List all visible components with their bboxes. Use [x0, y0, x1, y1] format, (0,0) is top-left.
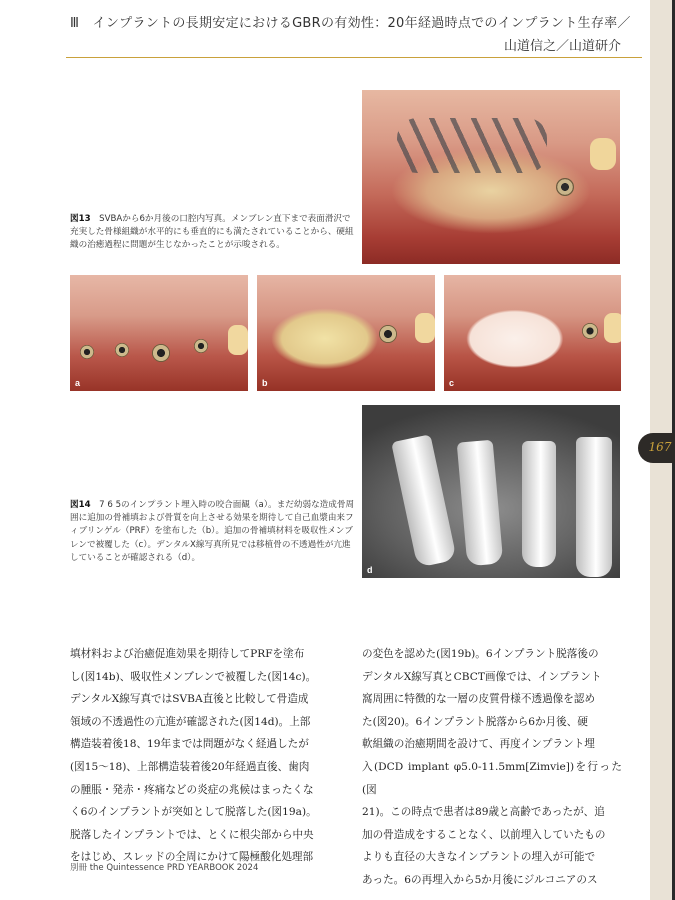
panel-label-c: c [449, 378, 455, 388]
body-line: 21)。この時点で患者は89歳と高齢であったが、追 [362, 806, 605, 819]
figure14-caption-text: 7 6 5のインプラント埋入時の咬合面観（a）。まだ幼弱な造成骨周囲に追加の骨補填および骨質を向上させる効果を期待して自己血漿由来フィブリンゲル（PRF）を塗布した（b）。追加の骨補填材料を吸収性メンブレンで被覆した（c）。デンタルX線写真所見では移植骨の不透過性が亢進していることが確認される（d）。 [70, 500, 355, 563]
body-line: 軟組織の治癒期間を設けて、再度インプラント埋 [362, 738, 595, 751]
body-line: をはじめ、スレッドの全周にかけて陽極酸化処理部 [70, 851, 314, 864]
figure14a-photo [70, 275, 248, 391]
figure14-label: 図14 [70, 500, 91, 510]
body-column-left [70, 643, 333, 869]
body-line: の変色を認めた(図19b)。6インプラント脱落後の [362, 648, 599, 660]
implant-radiograph [457, 440, 504, 567]
tooth [590, 138, 616, 170]
header-rule [66, 57, 642, 58]
body-line: し(図14b)、吸収性メンブレンで被覆した(図14c)。 [70, 670, 317, 683]
running-header-title: Ⅲ インプラントの長期安定におけるGBRの有効性：20年経過時点でのインプラント生存率／ [70, 16, 631, 31]
panel-label-b: b [262, 378, 268, 388]
implant-head [556, 178, 574, 196]
figure14b-photo [257, 275, 435, 391]
running-header-authors: 山道信之／山道研介 [503, 39, 621, 54]
implant-head [194, 339, 208, 353]
body-line: デンタルX線写真とCBCT画像では、インプラント [362, 670, 602, 683]
figure13-caption-text: SVBAから6か月後の口腔内写真。メンブレン直下まで表面滑沢で充実した骨様組織が水平的にも垂直的にも満たされていることから、硬組織の治癒過程に問題が生じなかったことが示唆される。 [70, 214, 354, 251]
body-line: 加の骨造成をすることなく、以前埋入していたもの [362, 828, 606, 841]
panel-label-d: d [367, 565, 373, 575]
figure14-caption [70, 499, 355, 565]
figure13-label: 図13 [70, 214, 91, 224]
body-column-right [362, 643, 622, 892]
figure13-intraoral-photo [362, 90, 620, 264]
implant-head [80, 345, 94, 359]
body-line: 構造装着後18、19年までは問題がなく経過したが [70, 738, 309, 751]
body-line: の腫脹・発赤・疼痛などの炎症の兆候はまったくな [70, 783, 314, 796]
implant-head [152, 344, 170, 362]
body-line: あった。6の再埋入から5か月後にジルコニアのス [362, 873, 598, 886]
body-line: た(図20)。6インプラント脱落から6か月後、硬 [362, 715, 588, 728]
tooth [415, 313, 435, 343]
body-line: く6のインプラントが突如として脱落した(図19a)。 [70, 806, 317, 819]
implant-head [379, 325, 397, 343]
body-line: 入(DCD implant φ5.0-11.5mm[Zimvie])を行った(図 [362, 760, 622, 796]
body-line: 填材料および治癒促進効果を期待してPRFを塗布 [70, 648, 305, 660]
figure14d-xray [362, 405, 620, 578]
implant-radiograph [522, 441, 556, 567]
figure13-caption [70, 213, 355, 253]
page-number: 167 [648, 440, 672, 454]
implant-head [582, 323, 598, 339]
body-line: (図15〜18)、上部構造装着後20年経過直後、歯肉 [70, 760, 310, 773]
body-line: デンタルX線写真ではSVBA直後と比較して骨造成 [70, 693, 309, 706]
body-line: 脱落したインプラントでは、とくに根尖部から中央 [70, 828, 314, 841]
body-line: 窩周囲に特徴的な一層の皮質骨様不透過像を認め [362, 693, 596, 706]
tooth [604, 313, 621, 343]
footer-publication: 別冊 the Quintessence PRD YEARBOOK 2024 [70, 863, 259, 873]
figure14c-photo [444, 275, 621, 391]
titanium-mesh [397, 118, 547, 173]
implant-radiograph [391, 434, 457, 568]
panel-label-a: a [75, 378, 81, 388]
implant-head [115, 343, 129, 357]
body-line: 領域の不透過性の亢進が確認された(図14d)。上部 [70, 715, 311, 728]
body-line: よりも直径の大きなインプラントの埋入が可能で [362, 851, 596, 864]
implant-radiograph [576, 437, 612, 577]
tooth [228, 325, 248, 355]
